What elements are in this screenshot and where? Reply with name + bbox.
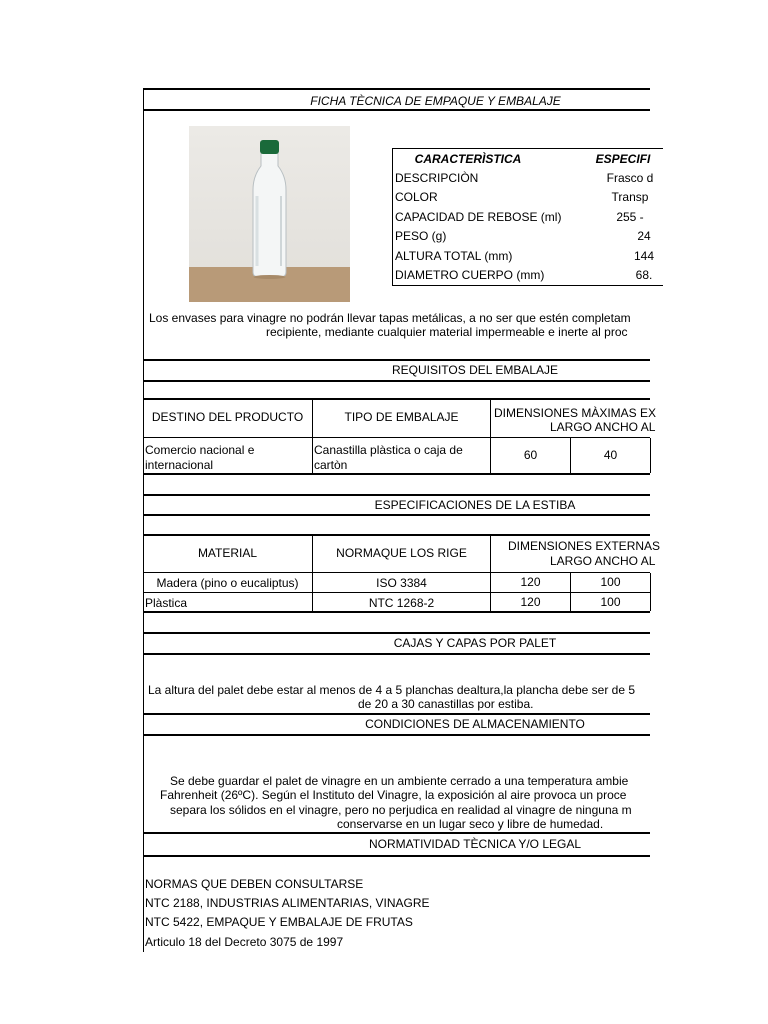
pallet-section-title: CAJAS Y CAPAS POR PALET (393, 636, 557, 650)
stowage-row-1-norma: ISO 3384 (376, 576, 427, 590)
stowage-row-1-ancho: 100 (600, 575, 621, 589)
pallet-text-line-2: de 20 a 30 canastillas por estiba. (358, 697, 534, 711)
rule (143, 514, 650, 516)
stowage-row-1-material: Madera (pino o eucaliptus) (156, 576, 299, 590)
packaging-header-destino: DESTINO DEL PRODUCTO (151, 410, 304, 424)
rule (143, 109, 650, 111)
rule (143, 632, 650, 634)
rule (143, 398, 650, 400)
rule (143, 88, 650, 90)
storage-text-line-1: Se debe guardar el palet de vinagre en un ambiente cerrado a una temperatura ambie (170, 774, 629, 788)
storage-text-line-4: conservarse en un lugar seco y libre de humedad. (337, 817, 604, 831)
rule (143, 611, 650, 613)
stowage-header-norma: NORMAQUE LOS RIGE (336, 546, 467, 560)
rule (143, 592, 650, 593)
storage-text-line-2: Fahrenheit (26ºC). Según el Instituto del Vinagre, la exposición al aire provoca un proce (160, 788, 627, 802)
rule (143, 713, 650, 715)
characteristics-table (392, 148, 663, 286)
stowage-row-2-norma: NTC 1268-2 (368, 596, 435, 610)
spec-value-peso: 24 (637, 229, 651, 243)
bottle-photo (189, 126, 350, 302)
spec-value-descripcion: Frasco d (606, 171, 654, 185)
storage-section-title: CONDICIONES DE ALMACENAMIENTO (365, 717, 585, 731)
legal-item: NTC 2188, INDUSTRIAS ALIMENTARIAS, VINAGRE (145, 896, 430, 910)
packaging-tipo-line-2: cartòn (314, 458, 348, 472)
rule (143, 494, 650, 496)
stowage-header-dimensiones: DIMENSIONES EXTERNAS (508, 539, 661, 553)
packaging-destino-line-1: Comercio nacional e (145, 443, 255, 457)
rule (143, 437, 650, 438)
column-divider (650, 438, 651, 473)
legal-item: Articulo 18 del Decreto 3075 de 1997 (145, 935, 344, 949)
stowage-header-largo-ancho: LARGO ANCHO AL (550, 554, 656, 568)
packaging-destino-line-2: internacional (145, 458, 214, 472)
rule (143, 572, 650, 573)
spec-value-color: Transp (611, 190, 649, 204)
stowage-section-title: ESPECIFICACIONES DE LA ESTIBA (374, 498, 576, 512)
packaging-tipo-line-1: Canastilla plàstica o caja de (314, 443, 463, 457)
pallet-text-line-1: La altura del palet debe estar al menos de 4 a 5 planchas dealtura,la plancha debe ser de 5 (148, 683, 636, 697)
stowage-row-2-largo: 120 (520, 595, 541, 609)
spec-header-specification: ESPECIFI (595, 152, 651, 166)
packaging-header-largo-ancho: LARGO ANCHO AL (550, 420, 656, 434)
packaging-ancho-value: 40 (603, 448, 618, 462)
packaging-header-tipo: TIPO DE EMBALAJE (344, 410, 459, 424)
rule (143, 855, 650, 857)
spec-label-capacidad: CAPACIDAD DE REBOSE (ml) (395, 210, 562, 224)
rule (143, 832, 650, 834)
technical-sheet (143, 0, 768, 1024)
spec-header-characteristic: CARACTERÌSTICA (414, 152, 522, 166)
rule (143, 473, 650, 475)
closure-note-line-1: Los envases para vinagre no podrán llevar tapas metálicas, a no ser que estén completam (149, 311, 631, 325)
legal-item: NTC 5422, EMPAQUE Y EMBALAJE DE FRUTAS (145, 915, 413, 929)
legal-item: NORMAS QUE DEBEN CONSULTARSE (145, 877, 364, 891)
stowage-row-2-material: Plàstica (145, 596, 188, 610)
storage-text-line-3: separa los sólidos en el vinagre, pero no perjudica en realidad al vinagre de ninguna m (170, 803, 632, 817)
spec-value-diametro: 68. (635, 268, 653, 282)
packaging-header-dimensiones: DIMENSIONES MÀXIMAS EX (494, 406, 657, 420)
rule (143, 653, 650, 655)
column-divider (650, 573, 651, 611)
rule (143, 734, 650, 736)
spec-label-descripcion: DESCRIPCIÒN (395, 171, 479, 185)
closure-note-line-2: recipiente, mediante cualquier material impermeable e inerte al proc (266, 325, 628, 339)
vinegar-bottle-image (189, 126, 350, 302)
rule (143, 359, 650, 361)
spec-value-capacidad: 255 - (616, 210, 644, 224)
spec-label-color: COLOR (395, 190, 438, 204)
packaging-section-title: REQUISITOS DEL EMBALAJE (391, 363, 559, 377)
spec-label-altura: ALTURA TOTAL (mm) (395, 249, 513, 263)
packaging-largo-value: 60 (523, 448, 538, 462)
legal-section-title: NORMATIVIDAD TÈCNICA Y/O LEGAL (368, 837, 582, 851)
sheet-title: FICHA TÈCNICA DE EMPAQUE Y EMBALAJE (310, 94, 561, 108)
sheet-left-border (143, 89, 144, 952)
spec-value-altura: 144 (633, 249, 655, 263)
rule (143, 534, 650, 536)
stowage-row-2-ancho: 100 (600, 595, 621, 609)
spec-label-peso: PESO (g) (395, 229, 447, 243)
stowage-row-1-largo: 120 (520, 575, 541, 589)
rule (143, 380, 650, 382)
stowage-header-material: MATERIAL (197, 546, 258, 560)
spec-label-diametro: DIAMETRO CUERPO (mm) (395, 268, 545, 282)
